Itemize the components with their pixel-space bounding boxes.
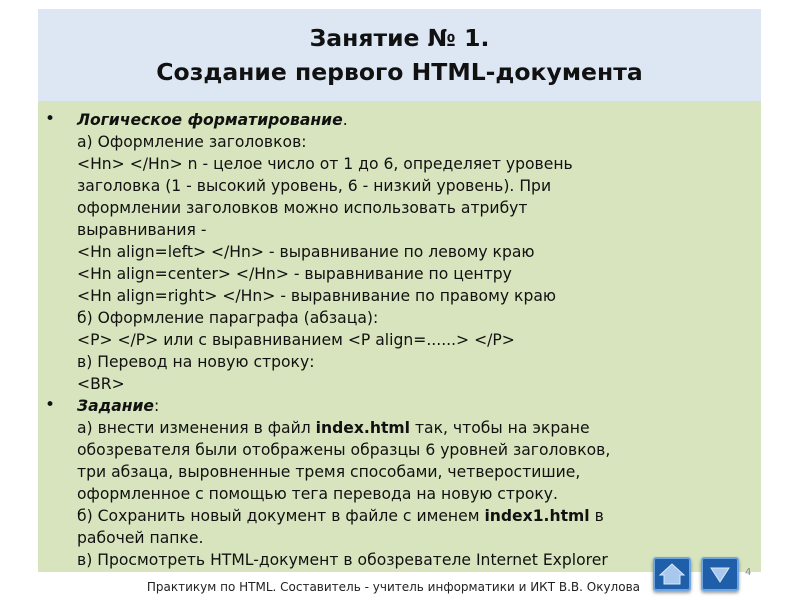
task-text: а) внести изменения в файл bbox=[77, 419, 316, 437]
formatting-line: заголовка (1 - высокий уровень, 6 - низкий уровень). При bbox=[77, 177, 552, 195]
bullet-lead: Логическое форматирование bbox=[77, 111, 343, 129]
task-line: обозревателя были отображены образцы 6 уровней заголовков, bbox=[77, 441, 611, 459]
task-line: три абзаца, выровненные тремя способами, четверостишие, bbox=[77, 463, 581, 481]
task-line: оформленное с помощью тега перевода на новую строку. bbox=[77, 485, 558, 503]
task-line bbox=[77, 505, 610, 527]
formatting-line: оформлении заголовков можно использовать атрибут bbox=[77, 199, 528, 217]
formatting-line: <BR> bbox=[77, 375, 125, 393]
task-line bbox=[77, 417, 610, 439]
bullet-lead-tail: . bbox=[342, 111, 348, 129]
title-band bbox=[38, 9, 761, 101]
home-icon bbox=[655, 559, 689, 589]
task-text: б) Сохранить новый документ в файле с именем bbox=[77, 507, 485, 525]
arrow-down-icon bbox=[703, 559, 737, 589]
file-name: index.html bbox=[315, 419, 410, 437]
bullet-marker: • bbox=[45, 395, 56, 415]
formatting-line: <Hn align=left> </Hn> - выравнивание по левому краю bbox=[77, 243, 535, 261]
formatting-line: выравнивания - bbox=[77, 221, 207, 239]
formatting-line: <Hn align=right> </Hn> - выравнивание по правому краю bbox=[77, 287, 557, 305]
task-text: так, чтобы на экране bbox=[410, 419, 590, 437]
slide-title-line2: Создание первого HTML-документа bbox=[156, 58, 643, 86]
home-button[interactable] bbox=[653, 557, 691, 591]
task-text: в bbox=[589, 507, 604, 525]
task-lead: Задание bbox=[77, 397, 154, 415]
formatting-line: а) Оформление заголовков: bbox=[77, 133, 307, 151]
slide-content bbox=[38, 109, 761, 572]
task-line: в) Просмотреть HTML-документ в обозревателе Internet Explorer bbox=[77, 551, 608, 569]
formatting-line: в) Перевод на новую строку: bbox=[77, 353, 315, 371]
task-line: рабочей папке. bbox=[77, 529, 204, 547]
bullet-lead-line bbox=[77, 109, 573, 131]
task-lead-tail: : bbox=[154, 397, 160, 415]
page-number: 4 bbox=[745, 567, 752, 578]
next-slide-button[interactable] bbox=[701, 557, 739, 591]
bullet-marker: • bbox=[45, 109, 56, 129]
task-lead-line bbox=[77, 395, 610, 417]
file-name: index1.html bbox=[484, 507, 590, 525]
formatting-line: <Hn align=center> </Hn> - выравнивание по центру bbox=[77, 265, 512, 283]
formatting-line: <Hn> </Hn> n - целое число от 1 до 6, определяет уровень bbox=[77, 155, 573, 173]
formatting-line: <P> </P> или с выравниванием <P align=......> </P> bbox=[77, 331, 515, 349]
formatting-line: б) Оформление параграфа (абзаца): bbox=[77, 309, 379, 327]
slide-title-line1: Занятие № 1. bbox=[309, 24, 490, 52]
slide bbox=[38, 9, 761, 572]
footer-text: Практикум по HTML. Составитель - учитель информатики и ИКТ В.В. Окулова bbox=[146, 580, 640, 594]
